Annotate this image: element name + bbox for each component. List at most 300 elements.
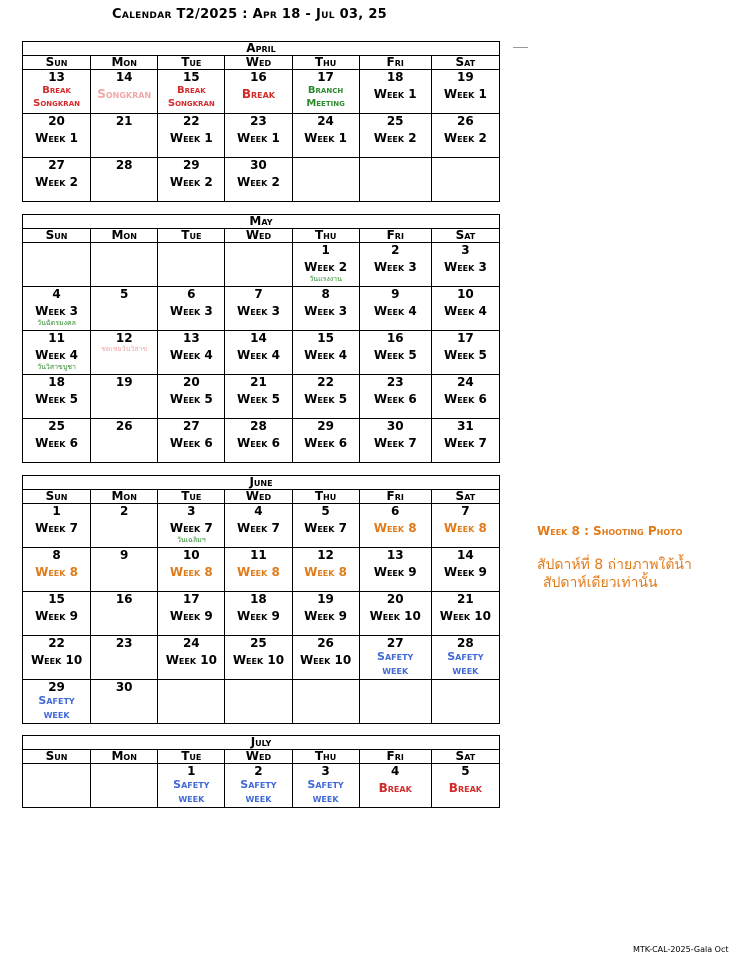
day-cell [292,504,359,548]
event-label: Week 5 [169,392,213,406]
event-label: Week 7 [373,436,417,450]
day-number: 29 [182,158,200,172]
event-label: Week 4 [373,304,417,318]
event-label: Branch [307,85,344,96]
day-number: 21 [250,375,267,389]
holiday-note: วันวิสาขบูชา [37,363,76,371]
day-cell [292,158,359,202]
day-cell [158,158,225,202]
day-cell [225,592,292,636]
day-cell [158,375,225,419]
day-cell [225,70,292,114]
month-july [22,735,500,808]
weekday-header: Wed [225,229,292,243]
event-label: Break [42,85,71,96]
day-cell [359,419,431,463]
event-label: Week 4 [237,348,280,362]
weekday-header: Fri [359,750,431,764]
day-cell [431,592,499,636]
day-number: 14 [115,70,133,84]
day-cell [23,70,91,114]
day-number: 23 [386,375,404,389]
weekday-header: Thu [292,229,359,243]
event-label: Week 3 [304,304,348,318]
day-cell [225,375,292,419]
event-label: week [312,792,339,805]
event-label: Week 8 [304,565,348,579]
event-label: Safety [38,694,75,707]
day-number: 21 [115,114,133,128]
month-may [22,214,500,463]
day-cell [225,548,292,592]
day-number: 18 [386,70,404,84]
weekday-header: Sun [23,750,91,764]
day-number: 6 [391,504,400,518]
event-label: Break [378,781,412,795]
day-number: 14 [250,331,267,345]
day-cell [91,504,158,548]
weekday-header: Tue [158,56,225,70]
day-cell [431,114,499,158]
day-cell [359,680,431,724]
week-row [23,70,500,114]
event-label: Safety [240,778,277,791]
event-label: Week 3 [169,304,213,318]
month-table [22,214,500,463]
shooting-photo-note [537,556,692,592]
event-label: Songkran [167,98,215,109]
day-cell [431,243,499,287]
day-cell [292,70,359,114]
day-cell [359,548,431,592]
day-number: 30 [115,680,133,694]
shooting-photo-label: Week 8 : Shooting Photo [537,524,683,538]
day-cell [91,114,158,158]
event-label: Songkran [97,87,152,101]
day-cell [158,636,225,680]
note-line-2: สัปดาห์เดียวเท่านั้น [543,575,658,591]
event-label: Week 5 [443,348,487,362]
day-number: 31 [457,419,474,433]
day-number: 16 [115,592,133,606]
day-number: 22 [48,636,65,650]
event-label: Week 10 [232,653,285,667]
event-label: Week 6 [304,436,348,450]
day-cell [359,70,431,114]
event-label: Week 2 [443,131,487,145]
day-cell [23,636,91,680]
day-cell [23,548,91,592]
month-name: July [23,736,500,750]
event-label: Week 10 [299,653,352,667]
day-cell [431,375,499,419]
week-row [23,764,500,808]
day-number: 26 [317,636,334,650]
event-label: Week 4 [304,348,348,362]
weekday-header: Thu [292,56,359,70]
day-cell [158,764,225,808]
event-label: Week 5 [304,392,348,406]
event-label: Week 9 [236,609,280,623]
day-cell [359,158,431,202]
week-row [23,375,500,419]
event-label: Week 1 [236,131,280,145]
day-cell [91,375,158,419]
day-cell [431,504,499,548]
day-cell [359,764,431,808]
day-cell [292,243,359,287]
event-label: Week 10 [439,609,491,623]
weekday-header: Wed [225,490,292,504]
holiday-note: วันแรงงาน [309,275,342,283]
day-number: 2 [254,764,263,778]
day-number: 28 [115,158,133,172]
day-cell [23,243,91,287]
day-cell [225,636,292,680]
day-cell [158,592,225,636]
event-label: Week 1 [373,87,417,101]
day-number: 25 [48,419,65,433]
weekday-header: Thu [292,750,359,764]
month-april [22,41,500,202]
day-number: 19 [457,70,474,84]
day-number: 10 [457,287,474,301]
week-row [23,504,500,548]
day-number: 13 [386,548,404,562]
weekday-header: Fri [359,490,431,504]
day-number: 29 [317,419,334,433]
day-cell [23,287,91,331]
day-cell [158,243,225,287]
event-label: Week 1 [169,131,213,145]
weekday-header: Mon [91,56,158,70]
day-cell [359,114,431,158]
day-cell [431,419,499,463]
week-row [23,419,500,463]
day-cell [91,592,158,636]
day-cell [359,243,431,287]
day-number: 9 [391,287,400,301]
day-cell [292,592,359,636]
day-cell [158,114,225,158]
day-cell [158,548,225,592]
weekday-header: Sat [431,229,499,243]
day-cell [158,287,225,331]
day-number: 11 [48,331,65,345]
event-label: Week 5 [237,392,280,406]
event-label: Week 7 [236,521,280,535]
weekday-header: Sat [431,490,499,504]
day-number: 3 [187,504,196,518]
event-label: Week 5 [373,348,417,362]
day-cell [359,287,431,331]
weekday-header: Tue [158,229,225,243]
event-label: Week 4 [443,304,487,318]
calendar-title: Calendar T2/2025 : Apr 18 - Jul 03, 25 [112,7,388,22]
event-label: week [43,708,70,721]
day-cell [23,504,91,548]
day-cell [158,680,225,724]
weekday-header: Thu [292,490,359,504]
day-number: 12 [115,331,133,345]
day-cell [225,243,292,287]
day-number: 30 [250,158,267,172]
day-number: 28 [457,636,474,650]
day-number: 13 [183,331,200,345]
event-label: Week 8 [236,565,280,579]
day-number: 23 [115,636,133,650]
event-label: week [452,664,479,677]
event-label: week [382,664,409,677]
day-number: 27 [48,158,65,172]
event-label: Week 6 [443,392,487,406]
day-number: 5 [120,287,129,301]
event-label: Week 6 [35,436,79,450]
event-label: week [178,792,205,805]
day-number: 8 [52,548,61,562]
day-cell [359,504,431,548]
day-number: 8 [321,287,330,301]
day-number: 4 [391,764,400,778]
event-label: Break [241,87,276,101]
week-row [23,114,500,158]
day-number: 18 [250,592,267,606]
event-label: Safety [307,778,344,791]
weekday-header: Wed [225,56,292,70]
event-label: Week 9 [304,609,348,623]
event-label: Week 4 [35,348,79,362]
holiday-note: วันเฉลิมฯ [176,536,206,544]
month-table [22,475,500,724]
day-cell [91,70,158,114]
event-label: week [245,792,272,805]
weekday-header: Sun [23,490,91,504]
day-cell [225,331,292,375]
day-cell [91,764,158,808]
day-number: 24 [457,375,474,389]
event-label: Week 7 [35,521,79,535]
day-number: 4 [52,287,61,301]
event-label: Week 9 [35,609,79,623]
day-number: 30 [386,419,404,433]
day-number: 12 [317,548,334,562]
day-cell [158,331,225,375]
day-cell [292,287,359,331]
weekday-header: Mon [91,229,158,243]
document-code: MTK-CAL-2025-Gala Oct [633,945,729,954]
day-number: 1 [52,504,61,518]
weekday-header: Tue [158,490,225,504]
month-table [22,735,500,808]
day-cell [431,331,499,375]
week-row [23,158,500,202]
day-cell [225,419,292,463]
day-number: 3 [321,764,330,778]
event-label: Week 10 [165,653,217,667]
day-number: 19 [115,375,133,389]
day-cell [359,592,431,636]
event-label: Week 8 [35,565,79,579]
weekday-header: Sun [23,229,91,243]
day-cell [292,114,359,158]
day-cell [431,636,499,680]
day-number: 1 [321,243,330,257]
day-number: 7 [254,287,263,301]
event-label: Break [448,781,482,795]
day-number: 2 [391,243,400,257]
event-label: Week 2 [373,131,417,145]
event-label: Week 6 [237,436,280,450]
day-number: 15 [317,331,334,345]
day-number: 26 [115,419,133,433]
event-label: Week 5 [35,392,79,406]
month-name: April [23,42,500,56]
day-number: 20 [48,114,65,128]
day-cell [91,548,158,592]
day-number: 20 [183,375,200,389]
day-number: 20 [386,592,404,606]
day-number: 23 [250,114,267,128]
day-number: 4 [254,504,263,518]
day-number: 25 [250,636,267,650]
day-number: 1 [187,764,196,778]
event-label: Week 2 [304,260,348,274]
day-cell [292,331,359,375]
event-label: Week 4 [169,348,213,362]
day-number: 2 [120,504,129,518]
day-number: 28 [250,419,267,433]
weekday-header: Mon [91,490,158,504]
day-cell [225,287,292,331]
day-cell [225,680,292,724]
weekday-header: Mon [91,750,158,764]
day-number: 14 [457,548,474,562]
event-label: Week 2 [169,175,213,189]
day-number: 3 [461,243,470,257]
day-cell [292,419,359,463]
day-cell [225,504,292,548]
day-cell [431,287,499,331]
day-cell [91,419,158,463]
week-row [23,243,500,287]
event-label: Safety [173,778,210,791]
day-number: 25 [386,114,404,128]
divider [513,47,528,48]
day-cell [225,114,292,158]
day-cell [359,375,431,419]
day-cell [431,158,499,202]
day-number: 5 [461,764,470,778]
day-cell [225,764,292,808]
weekday-header: Wed [225,750,292,764]
event-label: Week 9 [373,565,417,579]
day-cell [359,636,431,680]
day-cell [23,114,91,158]
day-cell [431,764,499,808]
day-number: 16 [250,70,267,84]
event-label: Week 8 [443,521,487,535]
day-number: 15 [48,592,65,606]
day-number: 22 [182,114,200,128]
day-cell [91,331,158,375]
day-cell [23,680,91,724]
day-cell [158,419,225,463]
day-cell [91,158,158,202]
note-line-1: สัปดาห์ที่ 8 ถ่ายภาพใต้น้ำ [537,557,692,573]
event-label: Week 8 [373,521,417,535]
day-cell [23,331,91,375]
day-cell [292,764,359,808]
holiday-note: วันฉัตรมงคล [37,319,76,327]
event-label: Week 3 [237,304,280,318]
event-label: Week 8 [169,565,213,579]
day-cell [431,680,499,724]
event-label: Week 7 [304,521,348,535]
day-number: 15 [182,70,200,84]
weekday-header: Fri [359,56,431,70]
day-number: 9 [120,548,129,562]
event-label: Week 1 [304,131,348,145]
day-cell [158,504,225,548]
day-number: 21 [457,592,474,606]
holiday-note: ชดเชยวันวิสาข [101,345,148,353]
day-number: 7 [461,504,470,518]
day-number: 17 [182,592,200,606]
weekday-header: Fri [359,229,431,243]
event-label: Safety [377,650,414,663]
weekday-header: Sat [431,56,499,70]
day-cell [23,375,91,419]
month-name: May [23,215,500,229]
day-number: 24 [182,636,200,650]
day-cell [431,548,499,592]
day-cell [292,636,359,680]
weekday-header: Sun [23,56,91,70]
day-cell [225,158,292,202]
day-number: 29 [48,680,65,694]
day-number: 10 [182,548,200,562]
event-label: Week 6 [169,436,213,450]
day-number: 24 [317,114,334,128]
day-number: 19 [317,592,334,606]
day-cell [91,287,158,331]
day-cell [91,243,158,287]
day-number: 16 [386,331,404,345]
event-label: Week 2 [236,175,280,189]
day-number: 26 [457,114,474,128]
event-label: Week 7 [443,436,487,450]
day-number: 18 [48,375,65,389]
event-label: Meeting [306,98,345,109]
day-number: 17 [317,70,334,84]
event-label: Week 3 [35,304,79,318]
day-number: 27 [183,419,200,433]
day-cell [359,331,431,375]
event-label: Week 3 [443,260,487,274]
month-june [22,475,500,724]
event-label: Week 10 [30,653,83,667]
weekday-header: Tue [158,750,225,764]
day-number: 22 [317,375,334,389]
event-label: Week 6 [373,392,417,406]
day-cell [91,680,158,724]
day-cell [23,764,91,808]
event-label: Week 1 [443,87,487,101]
day-cell [292,375,359,419]
day-cell [23,592,91,636]
day-cell [23,419,91,463]
week-row [23,287,500,331]
